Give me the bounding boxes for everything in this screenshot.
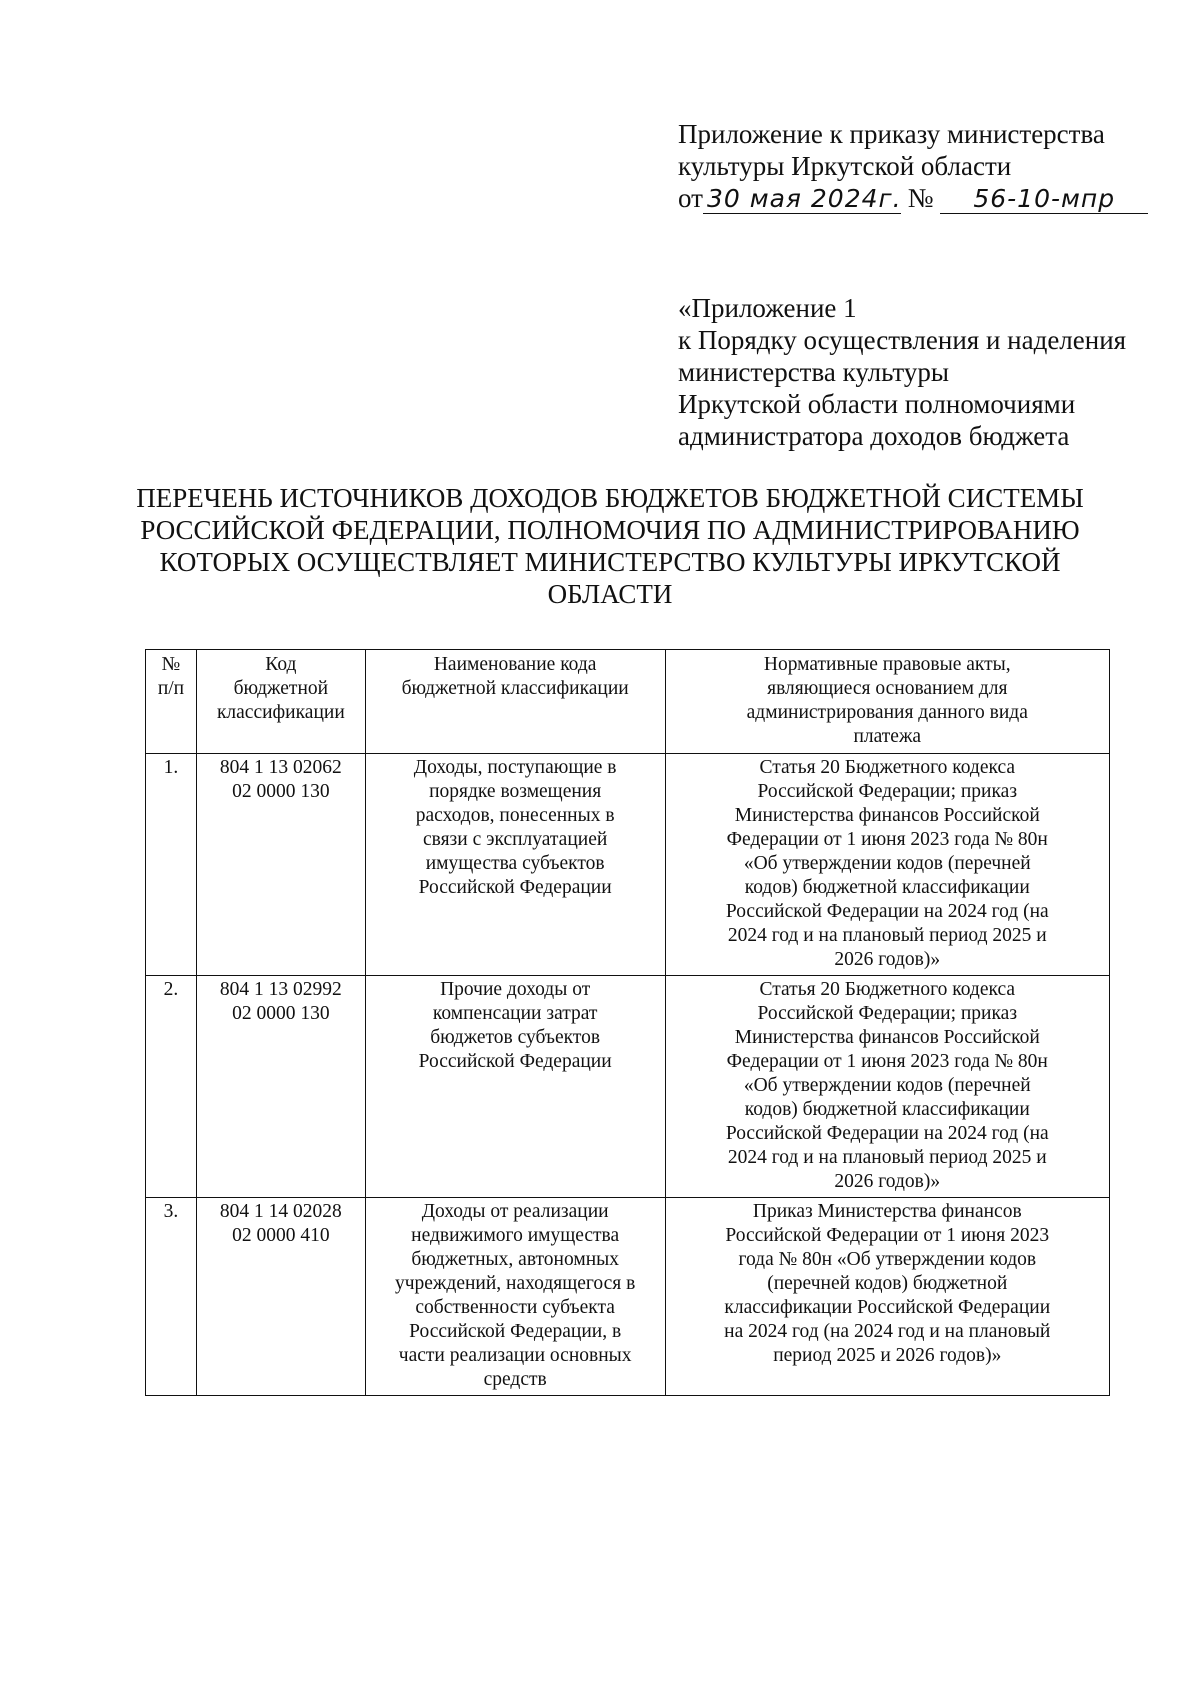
- cell-line: 804 1 13 02062: [219, 757, 342, 778]
- number-prefix: №: [907, 183, 934, 213]
- row-code: [196, 754, 365, 976]
- header-name: [365, 650, 665, 754]
- cell-line: бюджетов субъектов: [430, 1027, 601, 1048]
- cell-line: имущества субъектов: [425, 853, 605, 874]
- cell-line: период 2025 и 2026 годов)»: [773, 1345, 1002, 1366]
- cell-line: 2024 год и на плановый период 2025 и: [727, 1147, 1047, 1168]
- cell-line: расходов, понесенных в: [415, 805, 615, 826]
- cell-line: Код: [265, 654, 297, 675]
- annex-block: [678, 292, 1188, 452]
- header-num: [146, 650, 197, 754]
- cell-line: бюджетных, автономных: [411, 1249, 619, 1270]
- cell-line: Статья 20 Бюджетного кодекса: [759, 979, 1016, 1000]
- cell-line: Российской Федерации: [418, 877, 612, 898]
- cell-line: учреждений, находящегося в: [394, 1273, 636, 1294]
- table-row: [146, 1198, 1110, 1396]
- cell-line: Российской Федерации; приказ: [757, 1003, 1018, 1024]
- title-line-3: КОТОРЫХ ОСУЩЕСТВЛЯЕТ МИНИСТЕРСТВО КУЛЬТУРЫ ИРКУТСКОЙ: [159, 547, 1061, 577]
- cell-line: классификации Российской Федерации: [724, 1297, 1051, 1318]
- handwritten-date: 30 мая 2024г.: [703, 185, 901, 214]
- table-header-row: [146, 650, 1110, 754]
- row-name: [365, 976, 665, 1198]
- cell-line: являющиеся основанием для: [767, 678, 1008, 699]
- cell-line: Приказ Министерства финансов: [752, 1201, 1022, 1222]
- row-acts: [665, 1198, 1109, 1396]
- cell-line: года № 80н «Об утверждении кодов: [738, 1249, 1037, 1270]
- cell-line: бюджетной классификации: [401, 678, 629, 699]
- cell-line: «Об утверждении кодов (перечней: [743, 853, 1031, 874]
- cell-line: Российской Федерации: [418, 1051, 612, 1072]
- header-acts: [665, 650, 1109, 754]
- row-acts: [665, 754, 1109, 976]
- revenue-sources-table: [145, 649, 1110, 1396]
- cell-line: 02 0000 130: [232, 1003, 330, 1024]
- cell-line: п/п: [157, 678, 185, 699]
- annex-line-4: Иркутской области полномочиями: [678, 389, 1076, 419]
- cell-line: №: [161, 654, 181, 675]
- title-line-1: ПЕРЕЧЕНЬ ИСТОЧНИКОВ ДОХОДОВ БЮДЖЕТОВ БЮДЖЕТНОЙ СИСТЕМЫ: [136, 483, 1084, 513]
- annex-line-3: министерства культуры: [678, 357, 950, 387]
- cell-line: Российской Федерации на 2024 год (на: [725, 1123, 1049, 1144]
- cell-line: Доходы от реализации: [421, 1201, 609, 1222]
- cell-line: кодов) бюджетной классификации: [744, 877, 1030, 898]
- cell-line: 2026 годов)»: [834, 949, 941, 970]
- cell-line: «Об утверждении кодов (перечней: [743, 1075, 1031, 1096]
- row-num: 1.: [146, 754, 197, 976]
- cell-line: 2024 год и на плановый период 2025 и: [727, 925, 1047, 946]
- cell-line: компенсации затрат: [432, 1003, 598, 1024]
- row-name: [365, 754, 665, 976]
- annex-line-5: администратора доходов бюджета: [678, 421, 1070, 451]
- cell-line: недвижимого имущества: [411, 1225, 620, 1246]
- cell-line: Статья 20 Бюджетного кодекса: [759, 757, 1016, 778]
- cell-line: Федерации от 1 июня 2023 года № 80н: [726, 1051, 1048, 1072]
- cell-line: части реализации основных: [398, 1345, 632, 1366]
- approval-line-1: Приложение к приказу министерства: [678, 119, 1105, 149]
- cell-line: 804 1 14 02028: [219, 1201, 342, 1222]
- cell-line: Прочие доходы от: [440, 979, 591, 1000]
- cell-line: на 2024 год (на 2024 год и на плановый: [724, 1321, 1051, 1342]
- cell-line: Российской Федерации на 2024 год (на: [725, 901, 1049, 922]
- from-prefix: от: [678, 183, 703, 213]
- cell-line: Российской Федерации, в: [409, 1321, 622, 1342]
- row-acts: [665, 976, 1109, 1198]
- row-code: [196, 976, 365, 1198]
- row-code: [196, 1198, 365, 1396]
- cell-line: Российской Федерации от 1 июня 2023: [725, 1225, 1050, 1246]
- row-num: 2.: [146, 976, 197, 1198]
- cell-line: Федерации от 1 июня 2023 года № 80н: [726, 829, 1048, 850]
- cell-line: платежа: [853, 726, 922, 747]
- title-line-2: РОССИЙСКОЙ ФЕДЕРАЦИИ, ПОЛНОМОЧИЯ ПО АДМИНИСТРИРОВАНИЮ: [140, 515, 1080, 545]
- approval-block: [678, 118, 1178, 214]
- row-num: 3.: [146, 1198, 197, 1396]
- cell-line: 02 0000 410: [232, 1225, 330, 1246]
- cell-line: порядке возмещения: [429, 781, 602, 802]
- approval-date-line: [678, 182, 1178, 214]
- cell-line: кодов) бюджетной классификации: [744, 1099, 1030, 1120]
- cell-line: 804 1 13 02992: [219, 979, 342, 1000]
- approval-line-2: культуры Иркутской области: [678, 151, 1012, 181]
- document-title: [90, 482, 1130, 610]
- cell-line: Российской Федерации; приказ: [757, 781, 1018, 802]
- cell-line: связи с эксплуатацией: [422, 829, 608, 850]
- annex-line-1: «Приложение 1: [678, 293, 857, 323]
- cell-line: собственности субъекта: [415, 1297, 615, 1318]
- row-name: [365, 1198, 665, 1396]
- cell-line: классификации: [216, 702, 345, 723]
- cell-line: 02 0000 130: [232, 781, 330, 802]
- cell-line: Министерства финансов Российской: [734, 805, 1040, 826]
- cell-line: Наименование кода: [433, 654, 597, 675]
- title-line-4: ОБЛАСТИ: [547, 579, 673, 609]
- table-row: [146, 754, 1110, 976]
- table-row: [146, 976, 1110, 1198]
- cell-line: бюджетной: [233, 678, 329, 699]
- handwritten-number: 56-10-мпр: [940, 185, 1148, 214]
- cell-line: Нормативные правовые акты,: [763, 654, 1011, 675]
- cell-line: Министерства финансов Российской: [734, 1027, 1040, 1048]
- cell-line: администрирования данного вида: [746, 702, 1028, 723]
- annex-line-2: к Порядку осуществления и наделения: [678, 325, 1127, 355]
- cell-line: средств: [483, 1369, 547, 1390]
- cell-line: 2026 годов)»: [834, 1171, 941, 1192]
- cell-line: Доходы, поступающие в: [413, 757, 617, 778]
- header-code: [196, 650, 365, 754]
- cell-line: (перечней кодов) бюджетной: [767, 1273, 1008, 1294]
